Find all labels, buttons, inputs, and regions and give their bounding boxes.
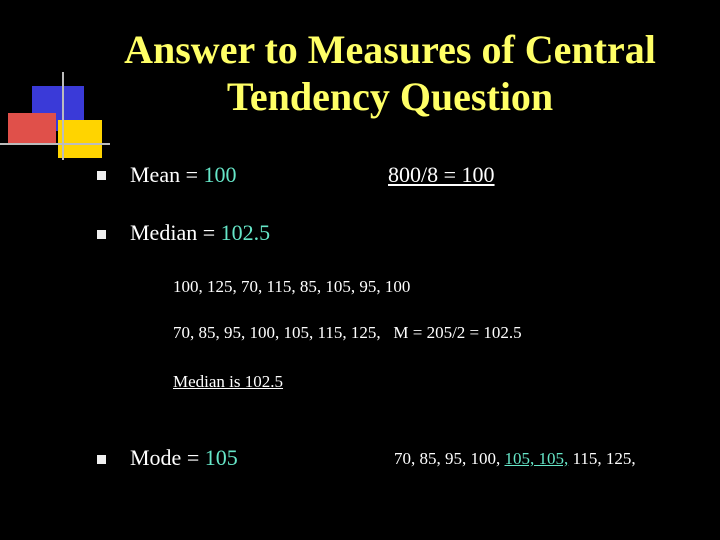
median-raw-data: 100, 125, 70, 115, 85, 105, 95, 100 (173, 277, 411, 296)
bullet-median (97, 230, 106, 239)
mean-calculation: 800/8 = 100 (388, 162, 495, 187)
median-calculation: M = 205/2 = 102.5 (393, 323, 522, 342)
decor-red-square (8, 113, 56, 145)
slide-title (80, 26, 700, 120)
median-value: 102.5 (220, 220, 271, 245)
mean-value: 100 (203, 162, 237, 187)
mean-label: Mean = (130, 162, 204, 187)
title-line-1: Answer to Measures of Central (124, 27, 656, 72)
mode-value: 105 (204, 445, 238, 470)
decor-yellow-square (58, 120, 102, 158)
mode-data-after: 115, 125, (568, 449, 636, 468)
median-text (130, 220, 270, 246)
median-label: Median = (130, 220, 221, 245)
mode-text (130, 445, 238, 471)
mode-label: Mode = (130, 445, 205, 470)
mode-data-before: 70, 85, 95, 100, (394, 449, 505, 468)
decor-horizontal-line (0, 143, 110, 145)
median-sorted-data: 70, 85, 95, 100, 105, 115, 125, (173, 323, 381, 342)
median-sorted-line (173, 323, 522, 343)
mode-data-highlight: 105, 105, (504, 449, 569, 468)
decor-vertical-line (62, 72, 64, 160)
mode-data-line (394, 449, 636, 469)
bullet-mean (97, 171, 106, 180)
title-line-2: Tendency Question (226, 74, 554, 120)
bullet-mode (97, 455, 106, 464)
median-conclusion: Median is 102.5 (173, 372, 284, 391)
mean-text (130, 162, 237, 188)
